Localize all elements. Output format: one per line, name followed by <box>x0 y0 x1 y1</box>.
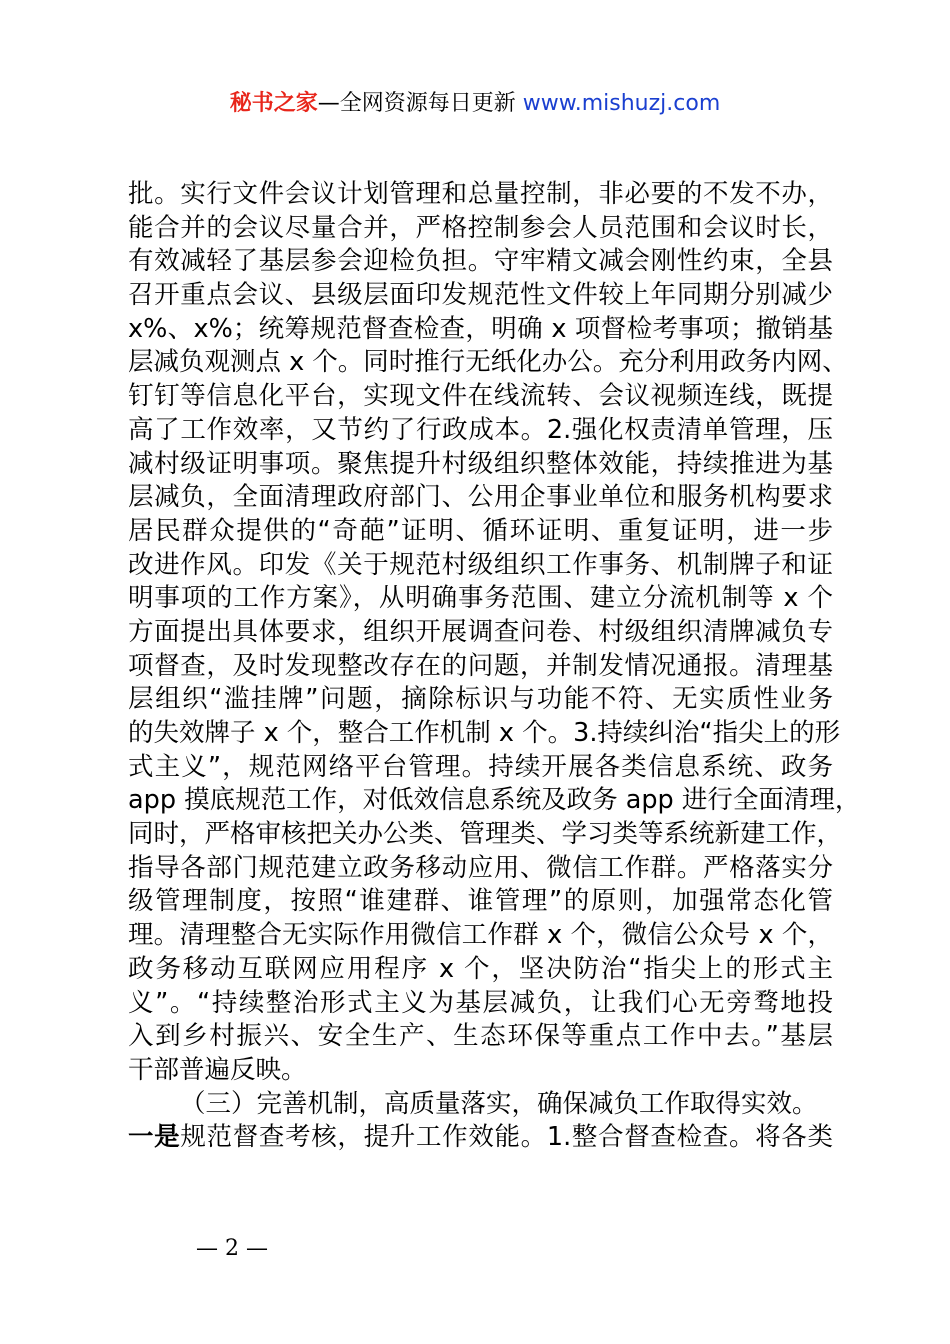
page-number: — 2 — <box>196 1236 268 1261</box>
body-line: 式主义”，规范网络平台管理。持续开展各类信息系统、政务 <box>128 751 833 782</box>
body-line-last <box>128 1121 833 1155</box>
body-line: x%、x%；统筹规范督查检查，明确 x 项督检考事项；撤销基 <box>128 313 833 344</box>
body-line: 改进作风。印发《关于规范村级组织工作事务、机制牌子和证 <box>128 549 833 580</box>
body-line: 有效减轻了基层参会迎检负担。守牢精文减会刚性约束，全县 <box>128 246 833 277</box>
header-tagline: —全网资源每日更新 <box>317 91 523 116</box>
body-line: 级管理制度，按照“谁建群、谁管理”的原则，加强常态化管 <box>128 886 833 917</box>
body-line: 居民群众提供的“奇葩”证明、循环证明、重复证明，进一步 <box>128 515 833 546</box>
emphasis-label: 一是 <box>128 1122 181 1153</box>
body-line: 能合并的会议尽量合并，严格控制参会人员范围和会议时长， <box>128 212 833 243</box>
header-url-link[interactable]: www.mishuzj.com <box>522 91 721 116</box>
body-line: 层减负观测点 x 个。同时推行无纸化办公。充分利用政务内网、 <box>128 347 848 378</box>
body-line: app 摸底规范工作，对低效信息系统及政务 app 进行全面清理， <box>128 785 861 816</box>
body-line: 项督查，及时发现整改存在的问题，并制发情况通报。清理基 <box>128 650 833 681</box>
body-line: 同时，严格审核把关办公类、管理类、学习类等系统新建工作， <box>128 819 843 850</box>
body-line: 方面提出具体要求，组织开展调查问卷、村级组织清牌减负专 <box>128 616 833 647</box>
body-line: 的失效牌子 x 个，整合工作机制 x 个。3.持续纠治“指尖上的形 <box>128 718 841 748</box>
body-line: 高了工作效率，又节约了行政成本。2.强化权责清单管理，压 <box>128 414 833 445</box>
body-line: 入到乡村振兴、安全生产、生态环保等重点工作中去。”基层 <box>128 1021 833 1052</box>
document-body <box>128 178 861 1155</box>
body-line: 减村级证明事项。聚焦提升村级组织整体效能，持续推进为基 <box>128 448 833 479</box>
section-heading: （三）完善机制，高质量落实，确保减负工作取得实效。 <box>180 1088 818 1119</box>
body-line-last-text: 规范督查考核，提升工作效能。1.整合督查检查。将各类 <box>180 1122 833 1153</box>
body-line: 理。清理整合无实际作用微信工作群 x 个，微信公众号 x 个， <box>128 920 833 951</box>
body-line: 层减负，全面清理政府部门、公用企事业单位和服务机构要求 <box>128 482 833 513</box>
body-line: 指导各部门规范建立政务移动应用、微信工作群。严格落实分 <box>128 852 833 883</box>
body-line: 干部普遍反映。 <box>128 1054 307 1085</box>
body-line: 召开重点会议、县级层面印发规范性文件较上年同期分别减少 <box>128 280 833 311</box>
header-brand: 秘书之家 <box>229 91 318 116</box>
body-line: 批。实行文件会议计划管理和总量控制，非必要的不发不办， <box>128 179 833 209</box>
body-line: 钉钉等信息化平台，实现文件在线流转、会议视频连线，既提 <box>128 381 833 412</box>
page-header <box>0 88 950 120</box>
body-line: 政务移动互联网应用程序 x 个，坚决防治“指尖上的形式主 <box>128 953 833 984</box>
body-line: 层组织“滥挂牌”问题，摘除标识与功能不符、无实质性业务 <box>128 684 833 715</box>
body-line: 明事项的工作方案》，从明确事务范围、建立分流机制等 x 个 <box>128 583 833 614</box>
body-line: 义”。“持续整治形式主义为基层减负，让我们心无旁骛地投 <box>128 987 833 1018</box>
